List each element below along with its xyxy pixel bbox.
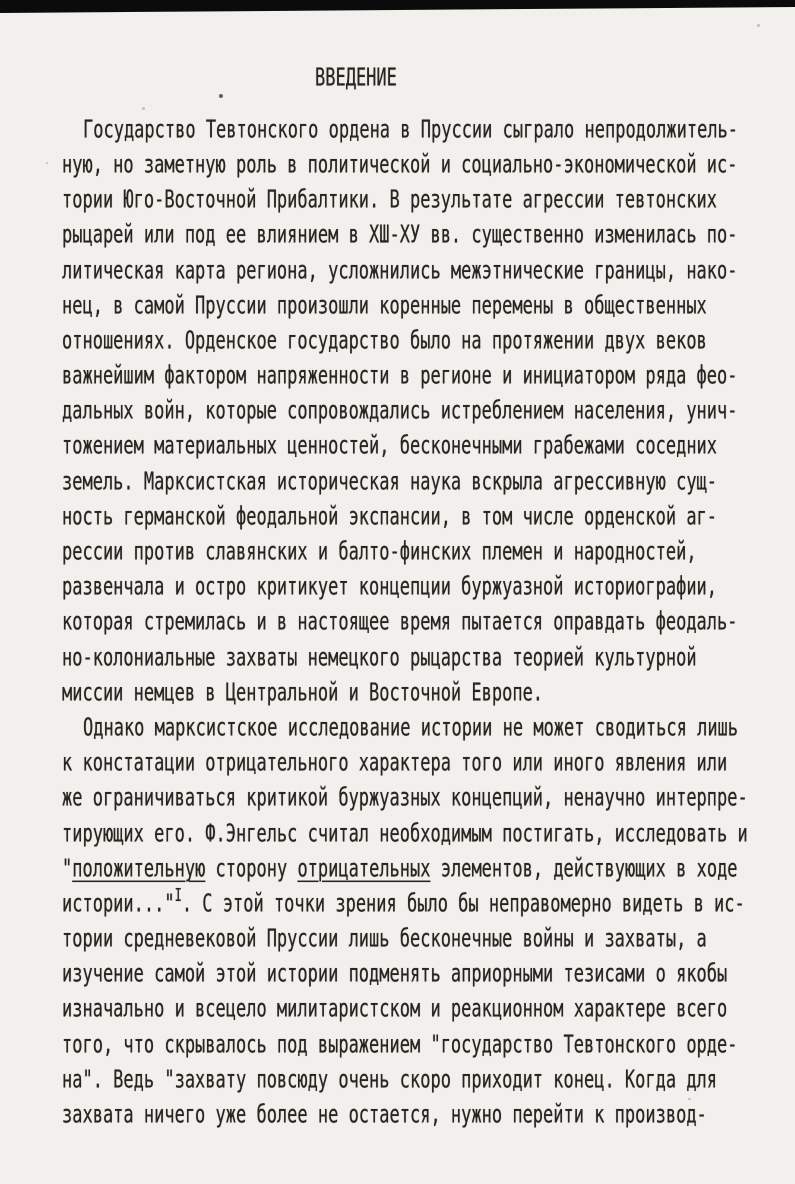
text-line: рессии против славянских и балто-финских племен и народностей, [62, 537, 697, 567]
text-line: изучение самой этой истории подменять априорными тезисами о якобы [62, 959, 728, 989]
underlined-word: положительную [72, 854, 206, 884]
text-line: тожением материальных ценностей, бесконечными грабежами соседних [62, 431, 718, 461]
quote-mark: " [62, 854, 73, 884]
text-line-footnote [62, 886, 762, 921]
text-line: литическая карта региона, усложнились межэтнические границы, нако- [62, 256, 738, 286]
text-line: рыцарей или под ее влиянием в ХШ-ХУ вв. существенно изменилась по- [62, 220, 738, 250]
quote-middle-text: сторону [205, 854, 298, 884]
page-title-text: ВВЕДЕНИЕ [315, 63, 397, 93]
scan-speck [757, 24, 760, 27]
text-line: миссии немцев в Центральной и Восточной Европе. [62, 678, 544, 708]
text-line: Государство Тевтонского ордена в Пруссии сыграло непродолжитель- [83, 115, 739, 145]
page-title [315, 60, 762, 95]
text-line: захвата ничего уже более не остается, нужно перейти к производ- [62, 1100, 707, 1130]
text-line: на". Ведь "захвату повсюду очень скоро приходит конец. Когда для [62, 1065, 718, 1095]
quote-tail-text: элементов, действующих в ходе [430, 854, 738, 884]
footnote-marker: I [174, 885, 182, 906]
scan-speck [46, 162, 48, 164]
text-line: тории Юго-Восточной Прибалтики. В результате агрессии тевтонских [62, 185, 718, 215]
underlined-word: отрицательных [297, 854, 431, 884]
text-line: земель. Марксистская историческая наука вскрыла агрессивную сущ- [62, 467, 718, 497]
text-line: тории средневековой Пруссии лишь бесконечные войны и захваты, а [62, 924, 707, 954]
text-line: дальных войн, которые сопровождались истреблением населения, унич- [62, 396, 738, 426]
text-line: Однако марксистское исследование истории не может сводиться лишь [83, 713, 739, 743]
text-line: к констатации отрицательного характера того или иного явления или [62, 748, 728, 778]
text-line: важнейшим фактором напряженности в регионе и инициатором ряда фео- [62, 361, 738, 391]
footnote-line-rest: . С этой точки зрения было бы неправомерно видеть в ис- [181, 889, 745, 919]
text-line: ную, но заметную роль в политической и социально-экономической ис- [62, 150, 738, 180]
footnote-line-start: истории..." [62, 889, 175, 919]
text-line: ность германской феодальной экспансии, в том числе орденской аг- [62, 502, 718, 532]
text-line: отношениях. Орденское государство было на протяжении двух веков [62, 326, 707, 356]
title-spacer [62, 95, 762, 112]
text-line: развенчала и остро критикует концепции буржуазной историографии, [62, 572, 718, 602]
text-line: тирующих его. Ф.Энгельс считал необходимым постигать, исследовать и [62, 819, 748, 849]
scan-artifact-top-bar [0, 0, 795, 13]
typewritten-text-block [62, 60, 762, 1133]
text-line: изначально и всецело милитаристском и реакционном характере всего [62, 994, 728, 1024]
text-line: но-колониальные захваты немецкого рыцарства теорией культурной [62, 643, 697, 673]
text-line-quote-underlined [62, 851, 762, 886]
text-line: же ограничиваться критикой буржуазных концепций, ненаучно интерпре- [62, 783, 748, 813]
text-line: которая стремилась и в настоящее время пытается оправдать феодаль- [62, 607, 738, 637]
text-line: того, что скрывалось под выражением "государство Тевтонского орде- [62, 1030, 738, 1060]
text-line: нец, в самой Пруссии произошли коренные перемены в общественных [62, 291, 707, 321]
